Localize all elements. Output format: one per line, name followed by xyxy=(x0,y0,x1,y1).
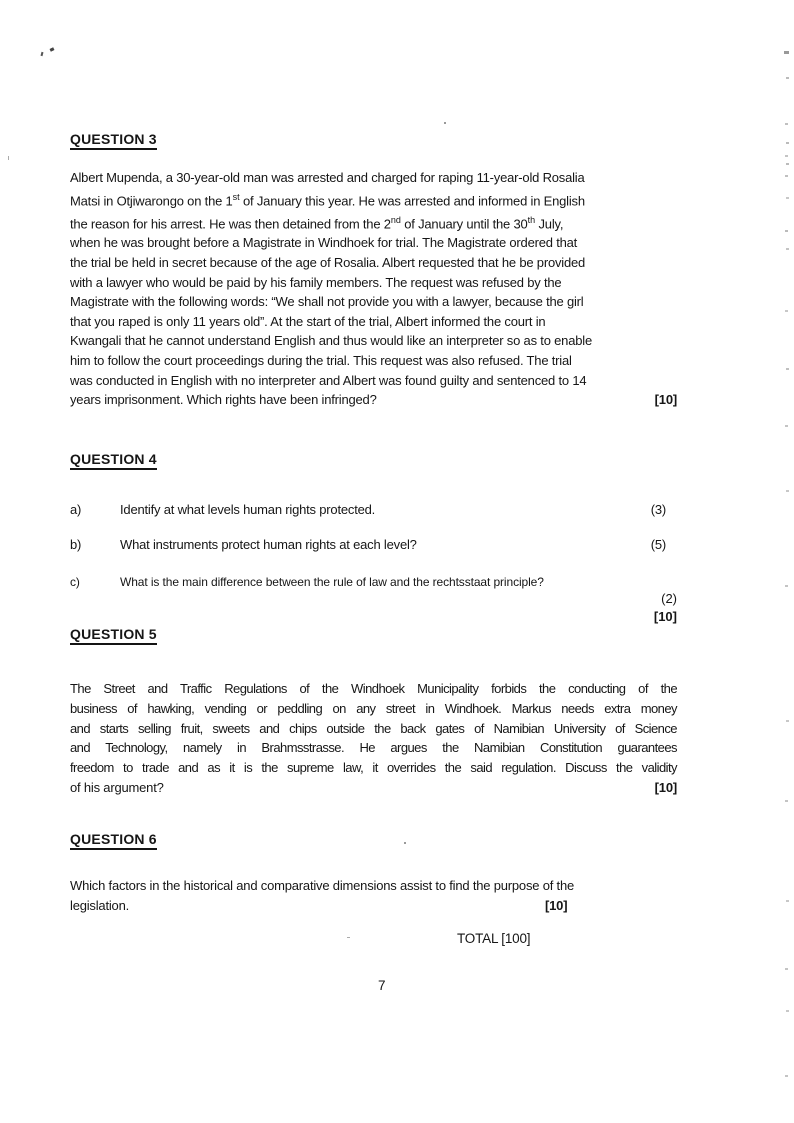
item-b-marks: (5) xyxy=(650,537,666,552)
scan-speckle xyxy=(784,51,789,54)
question-5-heading: QUESTION 5 xyxy=(70,626,677,645)
item-b-text: What instruments protect human rights at each level? xyxy=(120,537,417,552)
question-4-heading: QUESTION 4 xyxy=(70,451,677,470)
scan-speckle xyxy=(444,122,446,124)
question-6-heading: QUESTION 6 xyxy=(70,831,677,850)
scan-speckle xyxy=(785,230,788,232)
question-3-marks: [10] xyxy=(654,392,677,408)
scan-speckle xyxy=(785,123,788,125)
text-line: business of hawking, vending or peddling on any street in Windhoek. Markus needs extra money xyxy=(70,700,677,716)
question-3-lines xyxy=(70,168,677,390)
scan-speckle xyxy=(786,142,789,144)
scan-speckle xyxy=(786,248,789,250)
text-line: the reason for his arrest. He was then detained from the 2nd of January until the 30th July, xyxy=(70,214,564,231)
text-line: Which factors in the historical and comparative dimensions assist to find the purpose of the xyxy=(70,878,575,893)
scan-speckle xyxy=(347,937,350,938)
text-line: Magistrate with the following words: “We shall not provide you with a lawyer, because the girl xyxy=(70,294,584,310)
question-4-item-c xyxy=(70,574,677,590)
question-3-last-text: years imprisonment. Which rights have been infringed? xyxy=(70,392,377,408)
question-3-heading: QUESTION 3 xyxy=(70,131,677,150)
scan-speckle xyxy=(786,197,789,199)
text-line: Matsi in Otjiwarongo on the 1st of January this year. He was arrested and informed in English xyxy=(70,191,585,208)
text-line: when he was brought before a Magistrate in Windhoek for trial. The Magistrate ordered that xyxy=(70,235,578,251)
question-6-last-text: legislation. xyxy=(70,897,130,913)
scan-speckle xyxy=(786,900,789,902)
scan-speckle xyxy=(786,163,789,165)
question-4-item-b xyxy=(70,537,677,553)
scan-speckle xyxy=(785,1075,788,1077)
scan-speckle xyxy=(8,156,9,160)
item-b-label: b) xyxy=(70,537,82,552)
question-3-paragraph xyxy=(70,168,677,410)
text-line: and Technology, namely in Brahmsstrasse. He argues the Namibian Constitution guarantees xyxy=(70,740,677,756)
scan-speckle xyxy=(786,368,789,370)
question-5-paragraph xyxy=(70,679,677,798)
question-4-sub-marks: (2) xyxy=(661,591,677,606)
text-line: with a lawyer who would be paid by his family members. The request was refused by the xyxy=(70,274,562,290)
scan-speckle xyxy=(785,425,788,427)
scan-speckle xyxy=(785,800,788,802)
text-line: that you raped is only 11 years old”. At the start of the trial, Albert informed the court in xyxy=(70,313,546,329)
text-line: The Street and Traffic Regulations of the Windhoek Municipality forbids the conducting of the xyxy=(70,681,677,696)
text-line: was conducted in English with no interpreter and Albert was found guilty and sentenced to 14 xyxy=(70,372,587,388)
scan-speckle xyxy=(786,1010,789,1012)
scan-speckle xyxy=(41,52,44,56)
item-c-text: What is the main difference between the rule of law and the rechtsstaat principle? xyxy=(120,575,544,589)
text-line: and starts selling fruit, sweets and chips outside the back gates of Namibian University of Science xyxy=(70,720,677,736)
scan-speckle xyxy=(786,720,789,722)
question-4-item-a xyxy=(70,502,677,518)
question-5-marks: [10] xyxy=(654,779,677,795)
page-number: 7 xyxy=(378,978,386,993)
scan-speckle xyxy=(786,490,789,492)
question-5-lines xyxy=(70,679,677,778)
text-line: him to follow the court proceedings during the trial. This request was also refused. The trial xyxy=(70,353,572,368)
text-line: Albert Mupenda, a 30-year-old man was arrested and charged for raping 11-year-old Rosalia xyxy=(70,170,585,185)
scan-speckle xyxy=(785,155,788,157)
question-6-paragraph xyxy=(70,876,677,915)
question-6-last-line xyxy=(70,896,677,916)
item-a-text: Identify at what levels human rights protected. xyxy=(120,502,376,517)
question-5-last-text: of his argument? xyxy=(70,779,164,795)
item-a-marks: (3) xyxy=(650,502,666,517)
question-4-total-marks: [10] xyxy=(653,609,677,624)
scan-speckle xyxy=(50,47,55,51)
question-6-marks: [10] xyxy=(545,897,568,913)
scan-speckle xyxy=(785,310,788,312)
question-3-last-line xyxy=(70,390,677,410)
item-a-label: a) xyxy=(70,502,82,517)
text-line: Kwangali that he cannot understand English and thus would like an interpreter so as to enable xyxy=(70,333,592,349)
scan-speckle xyxy=(785,585,788,587)
total-line: TOTAL [100] xyxy=(457,931,531,946)
scan-speckle xyxy=(786,77,789,79)
text-line: the trial be held in secret because of the age of Rosalia. Albert requested that he be provided xyxy=(70,255,586,271)
scan-speckle xyxy=(785,968,788,970)
scan-speckle xyxy=(785,175,788,177)
question-6-lines xyxy=(70,876,677,896)
item-c-label: c) xyxy=(70,575,80,589)
text-line: freedom to trade and as it is the supreme law, it overrides the said regulation. Discuss the validity xyxy=(70,760,677,776)
scan-speckle xyxy=(404,842,406,844)
